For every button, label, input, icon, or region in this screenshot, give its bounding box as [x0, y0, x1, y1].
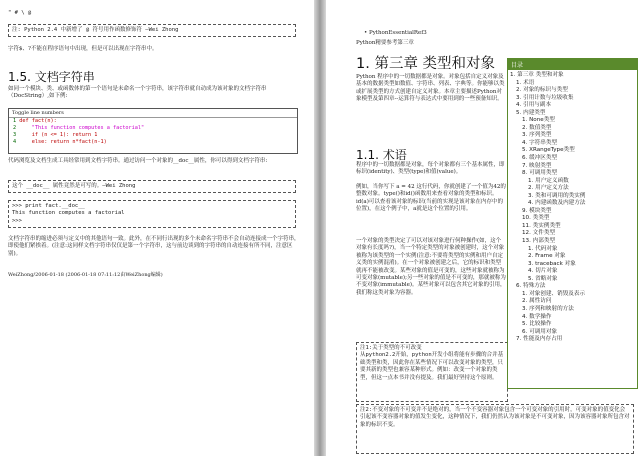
- toc-item[interactable]: 1. None类型: [522, 117, 555, 124]
- toc-item[interactable]: 4. 内建函数及内建方法: [528, 200, 586, 207]
- book-gutter: [314, 0, 326, 456]
- toc-item[interactable]: 2. 对象的标识与类型: [516, 87, 568, 94]
- paragraph-example: 例如，当你写下 a = 42 这行代码，你就创建了一个值为42的整数对象。type()和id()函数用来查看对象的类型和标识。id(a)可以查看该对象的标识(当前的实现是该对象在内存中的位置)，在这个例子中，a就是这个位置的引用。: [356, 184, 506, 213]
- code-text: else: return n*fact(n-1): [19, 139, 107, 145]
- code-line: [9, 118, 297, 125]
- toc-item[interactable]: 13. 内部类型: [522, 238, 556, 245]
- toc-item[interactable]: 7. 映射类型: [522, 162, 552, 169]
- toc-item[interactable]: 1. 第三章 类型和对象: [510, 72, 564, 78]
- section-heading-terms: 1.1. 术语: [356, 148, 407, 162]
- toc-item[interactable]: 2. 数值类型: [522, 124, 552, 131]
- toc-item[interactable]: 1. 用户定义函数: [528, 177, 569, 184]
- code-line: [9, 132, 297, 139]
- toc-item[interactable]: 5. 省略对象: [528, 275, 558, 282]
- toc-item[interactable]: 3. 类和可调用的类实例: [528, 192, 586, 199]
- toc-item[interactable]: 10. 类类型: [522, 215, 550, 222]
- chapter-title: 1. 第三章 类型和对象: [356, 56, 496, 72]
- line-number: 3: [13, 132, 20, 138]
- paragraph-terms: 程序中的一切数据都是对象，每个对象都有三个基本属性，即标识(identity)、类型(type)和值(value)。: [356, 162, 505, 176]
- toc-list: [508, 70, 637, 344]
- toc-item[interactable]: 4. 字符串类型: [522, 139, 558, 146]
- paragraph-objects-intro: Python 程序中的一切数据都是对象。对象包括自定义对象及基本的数据类型如数值、字符串、列表、字典等。你能够以类或扩展类型的方式创建自定义对象。本章主要描述Python对象模型及第四章--运算符与表达式中要用到的一些预备知识。: [356, 74, 505, 103]
- toc-item[interactable]: 12. 文件类型: [522, 230, 556, 237]
- toc-item[interactable]: 5. XRangeType类型: [522, 147, 575, 154]
- toc-item[interactable]: 6. 特殊方法: [516, 283, 546, 290]
- toc-item[interactable]: 3. 引用计数与垃圾收集: [516, 94, 574, 101]
- shell-example: [8, 200, 296, 228]
- shell-line: This function computes a factorial: [12, 210, 125, 217]
- shell-line: >>>: [12, 217, 22, 224]
- toc-item[interactable]: 1. 术语: [516, 79, 535, 86]
- toc-title: 目录: [508, 59, 637, 70]
- note-type-change: 注1:关于类型的不可改变 从python2.2开始，python开发小组将能有步骤的合并基础类型和类，因此你在某些情况下可以改变对象的类型，只要其新的类型也兼容某种形式。例如：改变一个对象的类型，但这一点本书并没有提及。我们最好坚持这个原则。: [356, 342, 508, 402]
- line-number: 2: [13, 125, 20, 131]
- page-signature: WeiZhong/2006-01-18 (2006-01-18 07:11:12由WeiZhong编辑): [8, 272, 163, 278]
- shell-line: >>> print fact.__doc__: [12, 203, 85, 209]
- note-at-decorator: 注: Python 2.4 中新增了 @ 符号用作函数修饰符 —Wei Zhong: [8, 24, 296, 37]
- toc-item[interactable]: 5. 内建类型: [516, 109, 546, 116]
- toc-item[interactable]: 1. 代码对象: [528, 245, 558, 252]
- toc-item[interactable]: 11. 类实例类型: [522, 222, 561, 229]
- code-lines: [9, 118, 297, 146]
- paragraph-indentation: 文档字符串的缩进必须与定义中的其他语句一致。此外，在不同行出现的多个未命名字符串不会自动连接成一个字符串，即使他们紧挨着。(注意:这同样文档字符串仅仅是第一个字符串，这与前边谈到的字符串的自动连接有所不同，注意区别)。: [8, 236, 300, 257]
- line-number: 1: [13, 118, 20, 124]
- toc-item[interactable]: 5. 比较操作: [522, 321, 552, 328]
- code-block: [8, 108, 298, 154]
- toggle-line-numbers-link[interactable]: Toggle line numbers: [9, 109, 297, 118]
- line-number: 4: [13, 139, 20, 145]
- code-text: "This function computes a factorial": [19, 125, 145, 131]
- toc-item[interactable]: 8. 可调用类型: [522, 170, 558, 177]
- toc-item[interactable]: 1. 对象创建、销毁及表示: [522, 290, 586, 297]
- toc-item[interactable]: 2. 属性访问: [522, 298, 552, 305]
- toc-item[interactable]: 3. traceback 对象: [528, 260, 576, 267]
- toc-item[interactable]: 4. 数学操作: [522, 313, 552, 320]
- toc-item[interactable]: 4. 引用与副本: [516, 102, 552, 109]
- toc-item[interactable]: 2. 用户定义方法: [528, 185, 569, 192]
- note-immutable: 注2:不变对象的不可变并不是绝对的，当一个不变容器对象包含一个可变对象的引用时，可变对象的值变化会引起该不变容器对象的值发生变化，这种情况下，我们仍然认为该对象是不可变对象，因为该容器对象所包含对象的标识不变。: [356, 404, 634, 454]
- code-line: [9, 125, 297, 132]
- chapter-subtitle: Python精要参考第三章: [356, 40, 414, 46]
- toc-item[interactable]: 6. 缓冲区类型: [522, 155, 558, 162]
- toc-item[interactable]: 2. Frame 对象: [528, 253, 566, 260]
- paragraph-forbidden-chars: 字符$、?不能在程序语句中出现，但是可以出现在字符串中。: [8, 46, 158, 52]
- toc-item[interactable]: 3. 序列和映射的方法: [522, 305, 574, 312]
- paragraph-docstring-intro: 如同一个模块、类、或函数体的第一个语句是未命名一个字符串，该字符串就自动成为该对象的文档字符串（DocString）,如下例:: [8, 86, 267, 100]
- code-text: def fact(n):: [19, 118, 57, 124]
- table-of-contents: [507, 58, 638, 389]
- toc-item[interactable]: 6. 可调用对象: [522, 328, 558, 335]
- section-heading-docstrings: 1.5. 文档字符串: [8, 70, 95, 84]
- code-text: if (n <= 1): return 1: [19, 132, 98, 138]
- toc-item[interactable]: 3. 序列类型: [522, 132, 552, 139]
- bullet-link[interactable]: • PythonEssentialRef3: [364, 30, 427, 36]
- paragraph-doc-attribute: 代码浏览及文档生成工具经常用到文档字符串。通过访问一个对象的__doc__属性，你可以得到文档字符串:: [8, 158, 268, 164]
- note-doc-writable: 这个 __doc__ 属性竟然是可写的。—Wei Zhong: [8, 180, 296, 193]
- paragraph-type-mutability: 一个对象的类型决定了可以对该对象进行何种操作(如，这个对象有长度吗?)，当一个特定类型的对象被创建时，这个对象被称为该类型的一个实例(注意:不要将类型的实例和用户自定义类的实例混淆)。在一个对象被创建之后，它的标识和类型就再不能被改变。某些对象的值是可变的，这些对象就被称为可变对象(mutable);另一些对象的值是不可变的，那就被称为不变对象(immutable)。某些对象可以包含其它对象的引用，我们称这类对象为容器。: [356, 238, 506, 296]
- toc-item[interactable]: 4. 切片对象: [528, 268, 558, 275]
- top-marks: " # \ @: [8, 10, 32, 16]
- left-page: [0, 0, 314, 456]
- toc-item[interactable]: 7. 性能及内存占用: [516, 336, 563, 343]
- toc-item[interactable]: 9. 模块类型: [522, 207, 552, 214]
- code-line: [9, 139, 297, 146]
- bullet-link-label: PythonEssentialRef3: [369, 30, 427, 36]
